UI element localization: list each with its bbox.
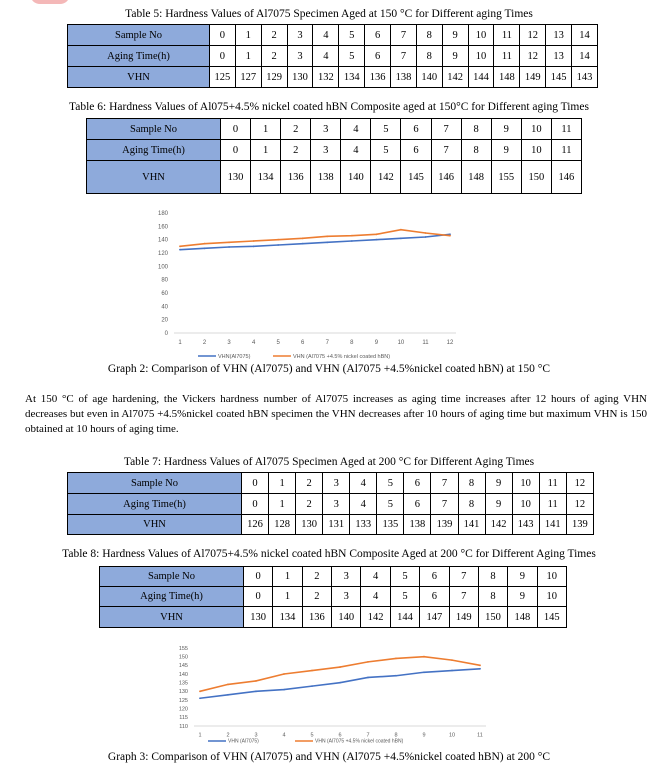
series-point-1 bbox=[351, 240, 353, 242]
table7-cell: 9 bbox=[485, 473, 512, 494]
series-point-1 bbox=[423, 671, 425, 673]
table5-cell: 148 bbox=[494, 67, 520, 88]
x-tick-label: 1 bbox=[198, 732, 202, 739]
table7-cell: 135 bbox=[377, 515, 404, 535]
table8-row-label: VHN bbox=[100, 607, 244, 628]
table8-cell: 5 bbox=[390, 587, 419, 607]
table5-cell: 14 bbox=[572, 46, 598, 67]
table8-cell: 9 bbox=[508, 567, 537, 587]
table8-caption: Table 8: Hardness Values of Al7075+4.5% nickel coated hBN Composite Aged at 200 °C for Different Aging Times bbox=[62, 548, 596, 560]
table8-cell: 10 bbox=[537, 567, 566, 587]
table6-cell: 10 bbox=[521, 140, 551, 161]
table6-row-label: Aging Time(h) bbox=[87, 140, 221, 161]
table7-cell: 1 bbox=[269, 473, 296, 494]
table7-cell: 143 bbox=[512, 515, 539, 535]
table6-cell: 5 bbox=[371, 119, 401, 140]
table7-row bbox=[68, 473, 594, 494]
table6-cell: 6 bbox=[401, 119, 431, 140]
graph3-line-chart bbox=[160, 640, 500, 748]
table6-cell: 0 bbox=[221, 140, 251, 161]
y-tick-label: 140 bbox=[157, 237, 168, 244]
table8-row bbox=[100, 567, 567, 587]
table6-cell: 134 bbox=[251, 161, 281, 194]
table8-cell: 0 bbox=[244, 587, 273, 607]
results-paragraph-text: At 150 °C of age hardening, the Vickers hardness number of Al7075 increases as aging time increases after 12 hours of aging VHN decreases but even in Al7075 +4.5%nickel coated hBN specimen the VHN decreases after 10 hours of aging time but maximum VHN is 150 obtained at 10 hours of aging time. bbox=[25, 393, 647, 435]
table7-cell: 11 bbox=[539, 494, 566, 515]
graph2-caption: Graph 2: Comparison of VHN (Al7075) and VHN (Al7075 +4.5%nickel coated hBN) at 150 °C bbox=[107, 363, 551, 375]
table8-cell: 136 bbox=[302, 607, 331, 628]
table5-cell: 2 bbox=[261, 25, 287, 46]
table8-cell: 134 bbox=[273, 607, 302, 628]
y-tick-label: 145 bbox=[178, 663, 188, 670]
table7-cell: 0 bbox=[242, 494, 269, 515]
x-tick-label: 7 bbox=[366, 732, 370, 739]
table7-cell: 2 bbox=[296, 473, 323, 494]
x-tick-label: 4 bbox=[282, 732, 286, 739]
table6-cell: 11 bbox=[551, 119, 581, 140]
y-tick-label: 120 bbox=[157, 251, 168, 257]
table7-cell: 6 bbox=[404, 473, 431, 494]
legend-label-2: VHN (Al7075 +4.5% nickel coated hBN) bbox=[293, 353, 391, 360]
table7-row-label: Sample No bbox=[68, 473, 242, 494]
table5-cell: 10 bbox=[468, 46, 494, 67]
series-point-1 bbox=[339, 682, 341, 684]
table5-cell: 143 bbox=[572, 67, 598, 88]
table7-cell: 8 bbox=[458, 494, 485, 515]
x-tick-label: 11 bbox=[422, 340, 429, 346]
table7-row-label: Aging Time(h) bbox=[68, 494, 242, 515]
table5-cell: 14 bbox=[572, 25, 598, 46]
series-point-2 bbox=[179, 245, 181, 247]
y-tick-label: 80 bbox=[161, 277, 168, 284]
results-paragraph bbox=[25, 392, 647, 437]
y-tick-label: 40 bbox=[161, 304, 168, 311]
table7-cell: 3 bbox=[323, 473, 350, 494]
series-point-2 bbox=[277, 239, 279, 241]
legend-label-1: VHN(Al7075) bbox=[218, 353, 251, 360]
table7-cell: 12 bbox=[566, 473, 593, 494]
x-tick-label: 1 bbox=[178, 340, 182, 346]
series-point-2 bbox=[479, 664, 481, 666]
series-point-1 bbox=[253, 245, 255, 247]
table6-row-label: VHN bbox=[87, 161, 221, 194]
x-tick-label: 5 bbox=[310, 732, 314, 739]
series-point-1 bbox=[479, 668, 481, 670]
table6-row bbox=[87, 161, 582, 194]
series-point-1 bbox=[283, 689, 285, 691]
series-point-2 bbox=[255, 680, 257, 682]
table8-row-label: Aging Time(h) bbox=[100, 587, 244, 607]
table8-cell: 8 bbox=[478, 587, 507, 607]
series-point-1 bbox=[227, 694, 229, 696]
y-tick-label: 110 bbox=[179, 723, 188, 730]
table5-cell: 134 bbox=[339, 67, 365, 88]
table7-cell: 8 bbox=[458, 473, 485, 494]
table6-cell: 2 bbox=[281, 140, 311, 161]
series-point-1 bbox=[326, 241, 328, 243]
x-tick-label: 8 bbox=[394, 732, 398, 739]
table8-cell: 6 bbox=[420, 567, 449, 587]
table6-row bbox=[87, 140, 582, 161]
series-point-2 bbox=[451, 659, 453, 661]
table6-cell: 136 bbox=[281, 161, 311, 194]
table6-cell: 142 bbox=[371, 161, 401, 194]
x-tick-label: 11 bbox=[477, 732, 483, 739]
table5-cell: 6 bbox=[365, 25, 391, 46]
table5 bbox=[67, 24, 598, 88]
table6-cell: 2 bbox=[281, 119, 311, 140]
x-tick-label: 6 bbox=[338, 732, 342, 739]
table5-cell: 7 bbox=[391, 25, 417, 46]
x-tick-label: 2 bbox=[202, 340, 207, 346]
table5-cell: 9 bbox=[442, 46, 468, 67]
table7-cell: 11 bbox=[539, 473, 566, 494]
table8-cell: 3 bbox=[332, 567, 361, 587]
series-point-1 bbox=[311, 685, 313, 687]
table7-cell: 126 bbox=[242, 515, 269, 535]
series-point-1 bbox=[199, 697, 201, 699]
series-point-2 bbox=[283, 673, 285, 675]
table5-cell: 0 bbox=[210, 25, 236, 46]
table7-cell: 139 bbox=[566, 515, 593, 535]
series-point-1 bbox=[204, 247, 206, 249]
table5-cell: 144 bbox=[468, 67, 494, 88]
series-point-1 bbox=[277, 244, 279, 246]
y-tick-label: 130 bbox=[178, 689, 188, 696]
table8 bbox=[99, 566, 567, 628]
table5-cell: 11 bbox=[494, 25, 520, 46]
table6-cell: 148 bbox=[461, 161, 491, 194]
table5-cell: 130 bbox=[287, 67, 313, 88]
table8-cell: 5 bbox=[390, 567, 419, 587]
series-point-2 bbox=[253, 240, 255, 242]
table7-cell: 3 bbox=[323, 494, 350, 515]
table5-cell: 132 bbox=[313, 67, 339, 88]
series-point-2 bbox=[395, 658, 397, 660]
table6 bbox=[86, 118, 582, 194]
table8-cell: 140 bbox=[332, 607, 361, 628]
table7-cell: 130 bbox=[296, 515, 323, 535]
table5-cell: 7 bbox=[391, 46, 417, 67]
table6-cell: 146 bbox=[431, 161, 461, 194]
table7-cell: 1 bbox=[269, 494, 296, 515]
series-point-2 bbox=[311, 670, 313, 672]
table5-row bbox=[68, 25, 598, 46]
x-tick-label: 10 bbox=[448, 732, 456, 739]
table7-cell: 131 bbox=[323, 515, 350, 535]
table7 bbox=[67, 472, 594, 535]
table6-cell: 9 bbox=[491, 140, 521, 161]
table6-cell: 140 bbox=[341, 161, 371, 194]
table8-cell: 1 bbox=[273, 587, 302, 607]
table8-cell: 145 bbox=[537, 607, 566, 628]
table8-cell: 1 bbox=[273, 567, 302, 587]
y-tick-label: 125 bbox=[178, 697, 188, 704]
table6-cell: 10 bbox=[521, 119, 551, 140]
series-point-1 bbox=[425, 236, 427, 238]
table6-cell: 8 bbox=[461, 140, 491, 161]
table5-cell: 13 bbox=[546, 46, 572, 67]
series-point-1 bbox=[451, 670, 453, 672]
table7-cell: 128 bbox=[269, 515, 296, 535]
table5-cell: 142 bbox=[442, 67, 468, 88]
table8-row bbox=[100, 587, 567, 607]
table5-row bbox=[68, 46, 598, 67]
table7-cell: 138 bbox=[404, 515, 431, 535]
table7-cell: 7 bbox=[431, 473, 458, 494]
table5-row bbox=[68, 67, 598, 88]
table5-row-label: Sample No bbox=[68, 25, 210, 46]
y-tick-label: 160 bbox=[157, 224, 168, 231]
publisher-logo-fragment bbox=[30, 0, 70, 4]
series-point-2 bbox=[351, 235, 353, 237]
table8-cell: 7 bbox=[449, 587, 478, 607]
series-point-2 bbox=[449, 235, 451, 237]
table6-cell: 7 bbox=[431, 119, 461, 140]
table7-row-label: VHN bbox=[68, 515, 242, 535]
table6-cell: 0 bbox=[221, 119, 251, 140]
series-point-1 bbox=[302, 243, 304, 245]
series-point-2 bbox=[425, 232, 427, 234]
table6-cell: 4 bbox=[341, 119, 371, 140]
table7-cell: 10 bbox=[512, 473, 539, 494]
table6-cell: 5 bbox=[371, 140, 401, 161]
table7-cell: 9 bbox=[485, 494, 512, 515]
table6-cell: 150 bbox=[521, 161, 551, 194]
table8-cell: 147 bbox=[420, 607, 449, 628]
table5-cell: 4 bbox=[313, 25, 339, 46]
table5-cell: 1 bbox=[235, 46, 261, 67]
table5-cell: 12 bbox=[520, 25, 546, 46]
table5-cell: 1 bbox=[235, 25, 261, 46]
legend-label-1: VHN (Al7075) bbox=[228, 738, 259, 745]
table5-cell: 0 bbox=[210, 46, 236, 67]
table5-cell: 2 bbox=[261, 46, 287, 67]
y-tick-label: 100 bbox=[157, 264, 168, 271]
table7-cell: 141 bbox=[539, 515, 566, 535]
table6-cell: 145 bbox=[401, 161, 431, 194]
x-tick-label: 3 bbox=[254, 732, 258, 739]
table5-cell: 11 bbox=[494, 46, 520, 67]
series-point-2 bbox=[423, 656, 425, 658]
y-tick-label: 120 bbox=[178, 706, 188, 713]
table5-cell: 9 bbox=[442, 25, 468, 46]
table5-cell: 10 bbox=[468, 25, 494, 46]
table8-cell: 150 bbox=[478, 607, 507, 628]
series-line-2 bbox=[200, 657, 480, 692]
table7-cell: 5 bbox=[377, 473, 404, 494]
table8-cell: 144 bbox=[390, 607, 419, 628]
table5-cell: 3 bbox=[287, 46, 313, 67]
table5-cell: 8 bbox=[416, 25, 442, 46]
table7-cell: 10 bbox=[512, 494, 539, 515]
table6-cell: 7 bbox=[431, 140, 461, 161]
table7-cell: 133 bbox=[350, 515, 377, 535]
table5-cell: 4 bbox=[313, 46, 339, 67]
table8-cell: 8 bbox=[478, 567, 507, 587]
x-tick-label: 4 bbox=[251, 340, 256, 346]
series-point-1 bbox=[255, 690, 257, 692]
graph3-caption: Graph 3: Comparison of VHN (Al7075) and VHN (Al7075 +4.5%nickel coated hBN) at 200 °C bbox=[107, 751, 551, 763]
table6-cell: 4 bbox=[341, 140, 371, 161]
y-tick-label: 115 bbox=[179, 715, 188, 722]
table5-cell: 149 bbox=[520, 67, 546, 88]
series-point-2 bbox=[227, 684, 229, 686]
series-point-2 bbox=[326, 235, 328, 237]
table7-cell: 142 bbox=[485, 515, 512, 535]
y-tick-label: 0 bbox=[164, 331, 168, 337]
x-tick-label: 6 bbox=[301, 340, 305, 346]
graph2-line-chart bbox=[140, 203, 480, 363]
x-tick-label: 8 bbox=[350, 340, 354, 346]
series-point-1 bbox=[367, 677, 369, 679]
table5-cell: 136 bbox=[365, 67, 391, 88]
x-tick-label: 9 bbox=[374, 340, 379, 346]
table6-cell: 1 bbox=[251, 140, 281, 161]
table7-cell: 4 bbox=[350, 473, 377, 494]
table5-cell: 8 bbox=[416, 46, 442, 67]
series-point-1 bbox=[228, 246, 230, 248]
table6-cell: 130 bbox=[221, 161, 251, 194]
x-tick-label: 12 bbox=[446, 340, 454, 346]
series-point-1 bbox=[395, 675, 397, 677]
table8-row-label: Sample No bbox=[100, 567, 244, 587]
table8-cell: 148 bbox=[508, 607, 537, 628]
table6-cell: 3 bbox=[311, 140, 341, 161]
table7-cell: 2 bbox=[296, 494, 323, 515]
table8-cell: 130 bbox=[244, 607, 273, 628]
table7-cell: 12 bbox=[566, 494, 593, 515]
table5-cell: 140 bbox=[416, 67, 442, 88]
series-point-2 bbox=[204, 243, 206, 245]
table6-caption: Table 6: Hardness Values of Al075+4.5% nickel coated hBN Composite aged at 150°C for Different aging Times bbox=[69, 101, 589, 113]
table7-cell: 4 bbox=[350, 494, 377, 515]
x-tick-label: 5 bbox=[276, 340, 280, 346]
table6-row-label: Sample No bbox=[87, 119, 221, 140]
table8-cell: 142 bbox=[361, 607, 390, 628]
series-point-2 bbox=[400, 229, 402, 231]
series-point-2 bbox=[228, 241, 230, 243]
table8-cell: 6 bbox=[420, 587, 449, 607]
table6-cell: 3 bbox=[311, 119, 341, 140]
table5-cell: 129 bbox=[261, 67, 287, 88]
series-point-2 bbox=[375, 233, 377, 235]
table6-cell: 6 bbox=[401, 140, 431, 161]
table7-cell: 5 bbox=[377, 494, 404, 515]
table5-caption: Table 5: Hardness Values of Al7075 Specimen Aged at 150 °C for Different aging Times bbox=[125, 8, 533, 20]
y-tick-label: 155 bbox=[178, 645, 188, 652]
x-tick-label: 2 bbox=[226, 732, 230, 739]
table7-cell: 141 bbox=[458, 515, 485, 535]
table8-cell: 10 bbox=[537, 587, 566, 607]
table5-cell: 125 bbox=[210, 67, 236, 88]
table8-cell: 3 bbox=[332, 587, 361, 607]
table5-cell: 6 bbox=[365, 46, 391, 67]
table8-cell: 4 bbox=[361, 567, 390, 587]
table6-cell: 146 bbox=[551, 161, 581, 194]
series-point-1 bbox=[400, 237, 402, 239]
table5-cell: 5 bbox=[339, 46, 365, 67]
series-point-2 bbox=[339, 666, 341, 668]
y-tick-label: 180 bbox=[157, 211, 168, 217]
x-tick-label: 10 bbox=[397, 340, 405, 346]
series-point-2 bbox=[302, 237, 304, 239]
table6-row bbox=[87, 119, 582, 140]
table5-cell: 138 bbox=[391, 67, 417, 88]
table8-cell: 9 bbox=[508, 587, 537, 607]
table6-cell: 138 bbox=[311, 161, 341, 194]
table5-cell: 13 bbox=[546, 25, 572, 46]
table5-cell: 127 bbox=[235, 67, 261, 88]
table8-cell: 2 bbox=[302, 567, 331, 587]
table6-cell: 155 bbox=[491, 161, 521, 194]
table5-cell: 12 bbox=[520, 46, 546, 67]
x-tick-label: 7 bbox=[325, 340, 329, 346]
table7-row bbox=[68, 515, 594, 535]
x-tick-label: 9 bbox=[422, 732, 426, 739]
table5-cell: 5 bbox=[339, 25, 365, 46]
table7-cell: 6 bbox=[404, 494, 431, 515]
table5-cell: 3 bbox=[287, 25, 313, 46]
y-tick-label: 140 bbox=[178, 671, 188, 678]
table6-cell: 1 bbox=[251, 119, 281, 140]
series-point-1 bbox=[375, 239, 377, 241]
table5-cell: 145 bbox=[546, 67, 572, 88]
table6-cell: 8 bbox=[461, 119, 491, 140]
y-tick-label: 150 bbox=[178, 654, 188, 661]
table5-row-label: Aging Time(h) bbox=[68, 46, 210, 67]
y-tick-label: 60 bbox=[161, 291, 168, 297]
y-tick-label: 20 bbox=[161, 317, 168, 324]
series-point-1 bbox=[179, 249, 181, 251]
table8-cell: 149 bbox=[449, 607, 478, 628]
table8-cell: 7 bbox=[449, 567, 478, 587]
table7-caption: Table 7: Hardness Values of Al7075 Specimen Aged at 200 °C for Different Aging Times bbox=[123, 456, 535, 468]
series-point-2 bbox=[367, 661, 369, 663]
x-tick-label: 3 bbox=[227, 340, 231, 346]
table8-cell: 0 bbox=[244, 567, 273, 587]
table6-cell: 9 bbox=[491, 119, 521, 140]
legend-label-2: VHN (Al7075 +4.5% nickel coated hBN) bbox=[315, 738, 404, 745]
table5-row-label: VHN bbox=[68, 67, 210, 88]
series-point-2 bbox=[199, 690, 201, 692]
table7-cell: 7 bbox=[431, 494, 458, 515]
table7-cell: 139 bbox=[431, 515, 458, 535]
table6-cell: 11 bbox=[551, 140, 581, 161]
y-tick-label: 135 bbox=[178, 680, 188, 687]
table8-cell: 2 bbox=[302, 587, 331, 607]
table8-cell: 4 bbox=[361, 587, 390, 607]
table8-row bbox=[100, 607, 567, 628]
table7-row bbox=[68, 494, 594, 515]
table7-cell: 0 bbox=[242, 473, 269, 494]
